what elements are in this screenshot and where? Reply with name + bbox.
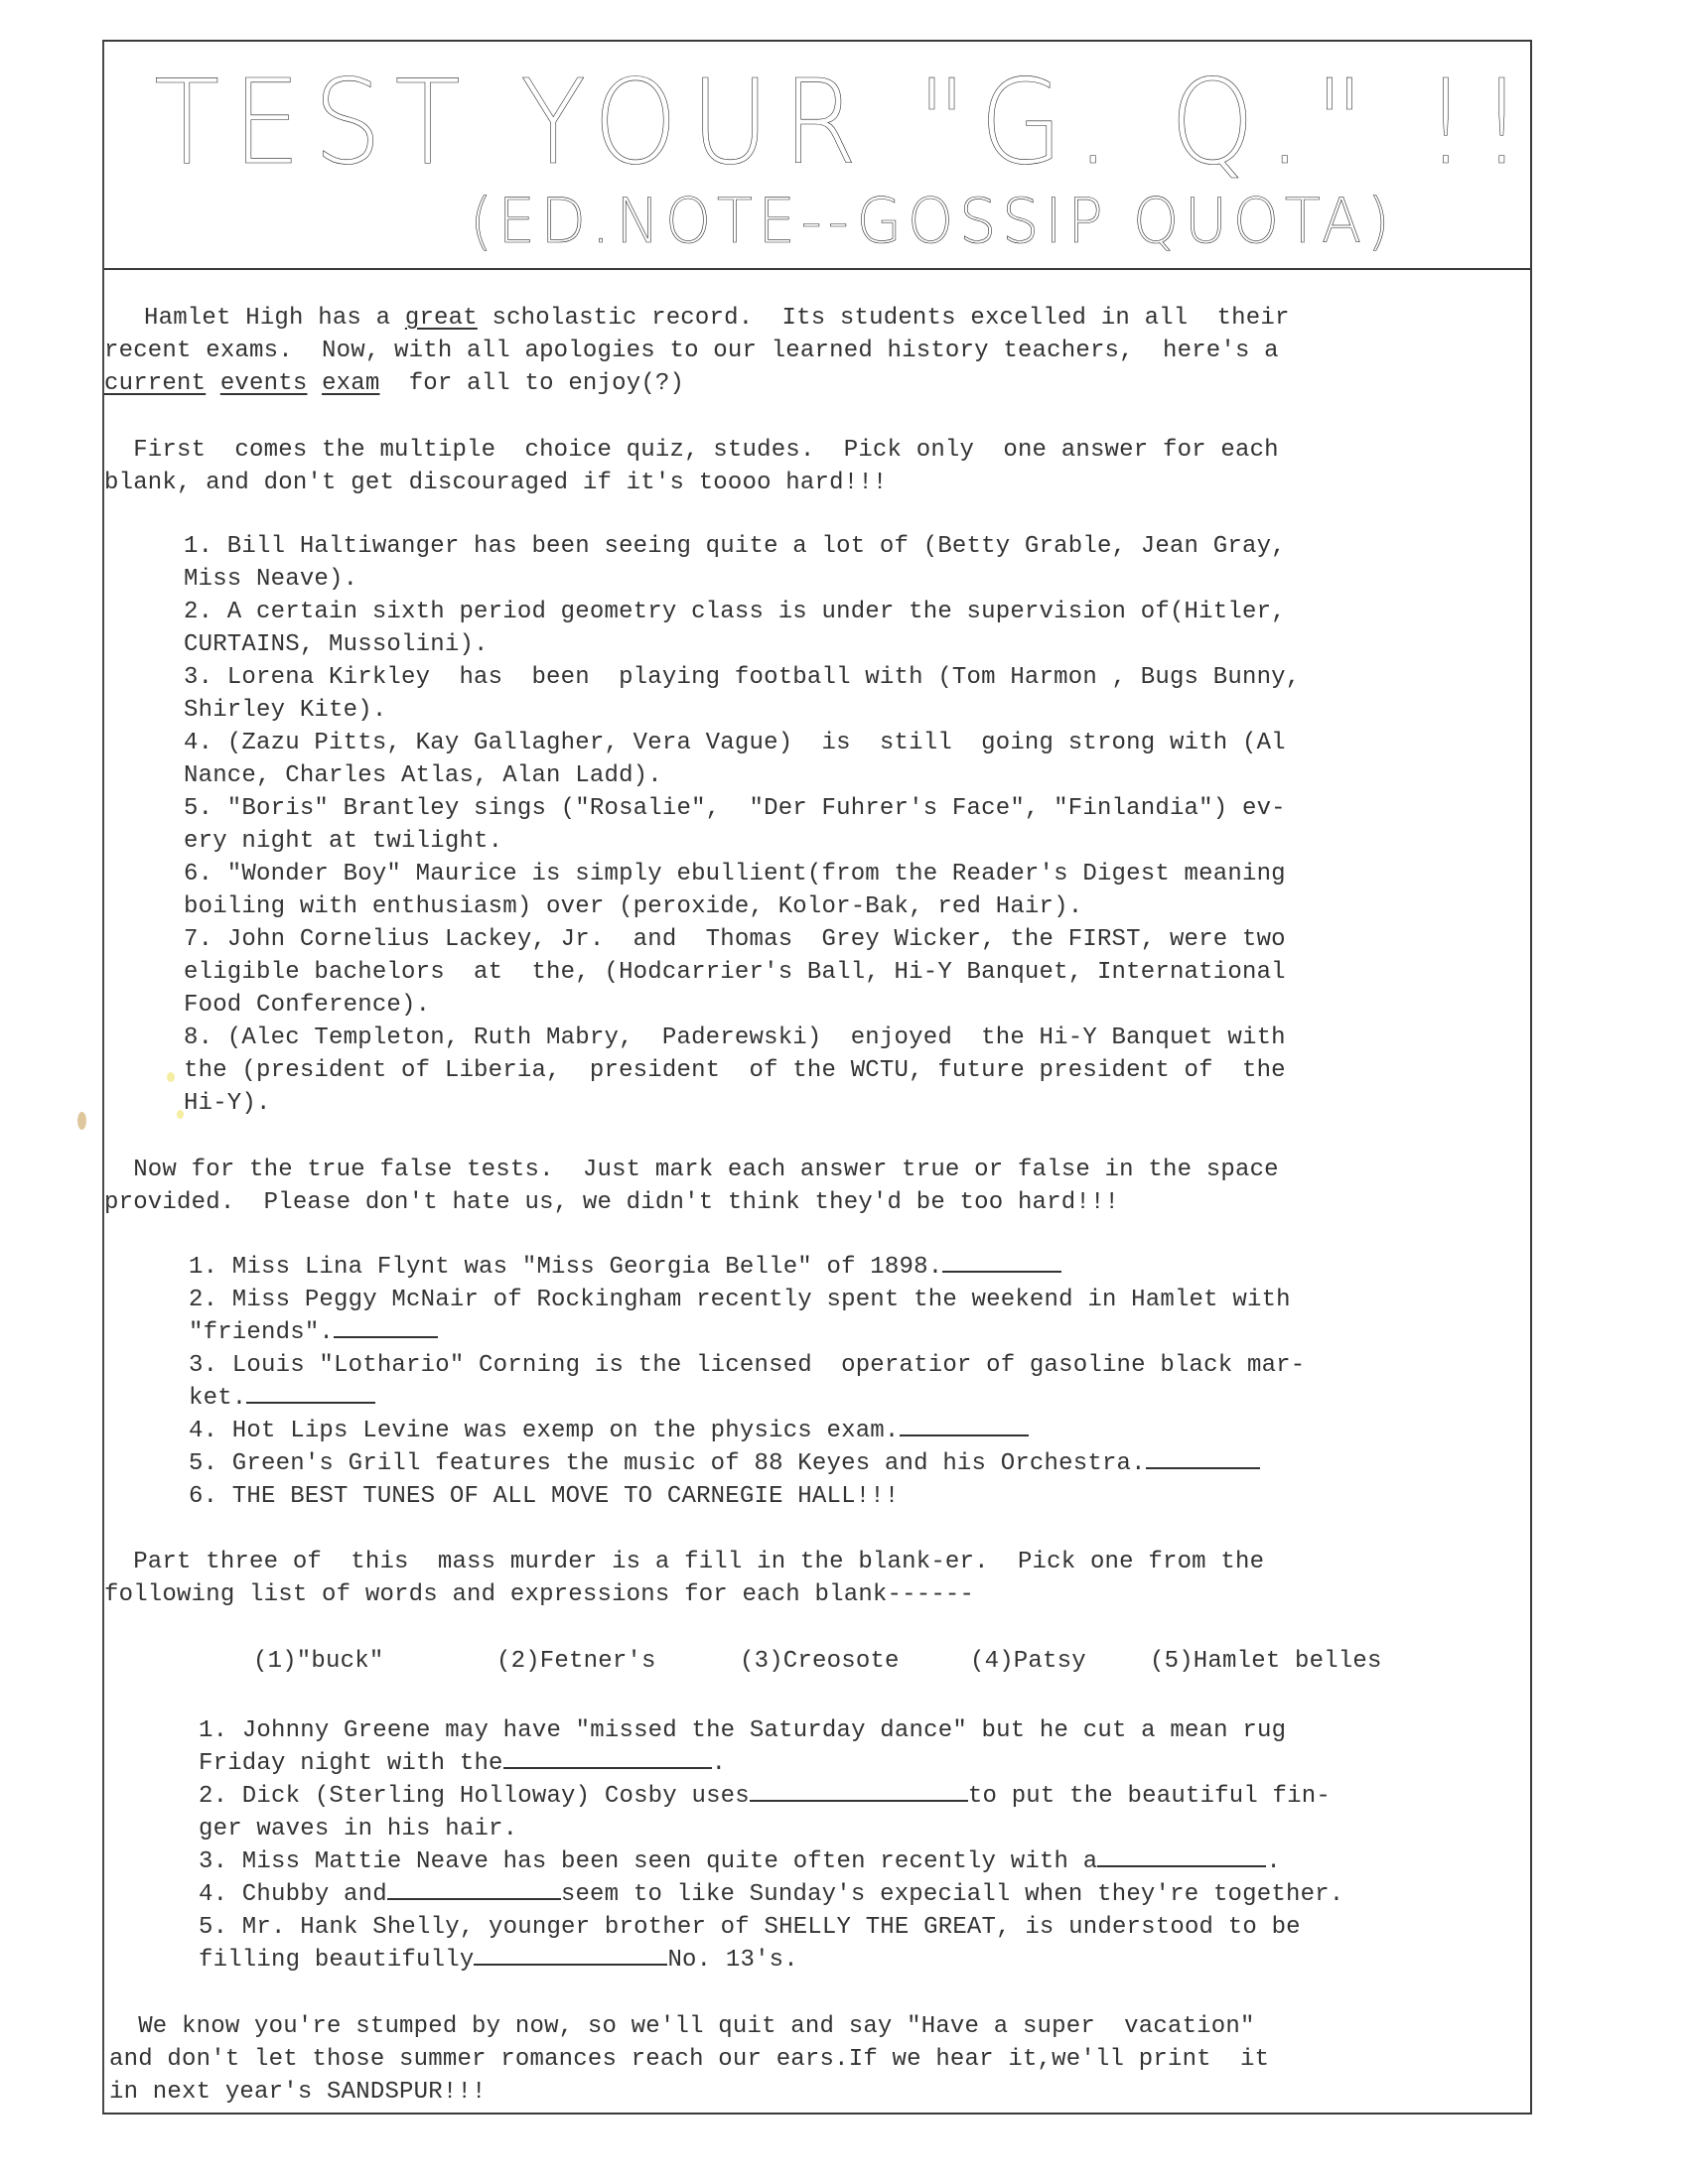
intro-text: Hamlet High has a	[144, 305, 405, 332]
closing-line-3: in next year's SANDSPUR!!!	[109, 2079, 487, 2106]
intro-text: for all to enjoy(?)	[379, 370, 685, 397]
mc-item-6-line-1: 6. "Wonder Boy" Maurice is simply ebullient(from the Reader's Digest meaning	[184, 861, 1286, 887]
underlined-word: great	[404, 305, 478, 332]
mc-item-4-line-1: 4. (Zazu Pitts, Kay Gallagher, Vera Vague) is still going strong with (Al	[184, 730, 1286, 756]
fib-item-2-line-2: ger waves in his hair.	[199, 1816, 518, 1843]
fib-item-5-line-1: 5. Mr. Hank Shelly, younger brother of SHELLY THE GREAT, is understood to be	[199, 1914, 1301, 1941]
choice-4: (4)Patsy	[970, 1648, 1086, 1675]
tf-item-4	[189, 1415, 1029, 1447]
mc-item-2-line-2: CURTAINS, Mussolini).	[184, 631, 489, 658]
tf-item-1	[189, 1251, 1061, 1284]
tf-item-text: "friends".	[189, 1319, 335, 1346]
mc-item-7-line-2: eligible bachelors at the, (Hodcarrier's Ball, Hi-Y Banquet, International	[184, 959, 1286, 986]
fib-item-2-line-1	[199, 1780, 1331, 1813]
underlined-word: exam	[322, 370, 380, 397]
fib-item-3	[199, 1845, 1281, 1878]
choice-2: (2)Fetner's	[496, 1648, 656, 1675]
fib-item-text: .	[711, 1750, 727, 1777]
closing-line-1: We know you're stumped by now, so we'll quit and say "Have a super vacation"	[109, 2013, 1255, 2040]
intro-text: scholastic record. Its students excelled in all their	[477, 305, 1290, 332]
tf-item-6: 6. THE BEST TUNES OF ALL MOVE TO CARNEGIE HALL!!!	[189, 1483, 900, 1510]
page-title: TEST YOUR "G. Q." !!	[154, 54, 1536, 191]
fib-item-text: 4. Chubby and	[199, 1881, 387, 1908]
tf-item-3-line-1: 3. Louis "Lothario" Corning is the licensed operatior of gasoline black mar-	[189, 1352, 1306, 1379]
mc-item-3-line-1: 3. Lorena Kirkley has been playing football with (Tom Harmon , Bugs Bunny,	[184, 664, 1301, 691]
mc-item-6-line-2: boiling with enthusiasm) over (peroxide, Kolor-Bak, red Hair).	[184, 893, 1083, 920]
mc-item-5-line-1: 5. "Boris" Brantley sings ("Rosalie", "Der Fuhrer's Face", "Finlandia") ev-	[184, 795, 1286, 822]
mc-item-4-line-2: Nance, Charles Atlas, Alan Ladd).	[184, 762, 662, 789]
mc-intro-line-1: First comes the multiple choice quiz, studes. Pick only one answer for each	[104, 437, 1279, 464]
mc-item-2-line-1: 2. A certain sixth period geometry class is under the supervision of(Hitler,	[184, 599, 1286, 625]
answer-blank[interactable]	[942, 1270, 1061, 1273]
tf-item-3-line-2	[189, 1382, 375, 1415]
choice-3: (3)Creosote	[740, 1648, 900, 1675]
answer-blank[interactable]	[1146, 1466, 1260, 1469]
mc-item-1-line-2: Miss Neave).	[184, 566, 358, 593]
mc-item-3-line-2: Shirley Kite).	[184, 697, 387, 724]
closing-line-2: and don't let those summer romances reach our ears.If we hear it,we'll print it	[109, 2046, 1270, 2073]
document-page	[102, 40, 1536, 2115]
fib-item-4	[199, 1878, 1343, 1911]
paper-stain	[177, 1110, 184, 1119]
mc-item-5-line-2: ery night at twilight.	[184, 828, 503, 855]
fib-item-text: No. 13's.	[667, 1947, 798, 1974]
fib-intro-line-1: Part three of this mass murder is a fill in the blank-er. Pick one from the	[104, 1549, 1265, 1575]
tf-item-5	[189, 1447, 1260, 1480]
tf-item-text: ket.	[189, 1385, 247, 1412]
answer-blank[interactable]	[474, 1963, 667, 1966]
answer-blank[interactable]	[900, 1433, 1029, 1436]
choice-5: (5)Hamlet belles	[1150, 1648, 1382, 1675]
mc-item-8-line-3: Hi-Y).	[184, 1090, 271, 1117]
fib-item-text: to put the beautiful fin-	[967, 1783, 1331, 1810]
underlined-word: events	[219, 370, 308, 397]
tf-item-2-line-1: 2. Miss Peggy McNair of Rockingham recently spent the weekend in Hamlet with	[189, 1287, 1291, 1313]
answer-blank[interactable]	[503, 1766, 712, 1769]
fib-item-text: Friday night with the	[199, 1750, 503, 1777]
paper-stain	[77, 1112, 86, 1130]
tf-item-text: 1. Miss Lina Flynt was "Miss Georgia Belle" of 1898.	[189, 1254, 943, 1281]
fib-item-text: seem to like Sunday's expeciall when they're together.	[560, 1881, 1344, 1908]
fib-item-text: 2. Dick (Sterling Holloway) Cosby uses	[199, 1783, 750, 1810]
mc-item-8-line-2: the (president of Liberia, president of the WCTU, future president of the	[184, 1057, 1286, 1084]
tf-intro-line-2: provided. Please don't hate us, we didn't think they'd be too hard!!!	[104, 1189, 1120, 1216]
intro-line-1	[144, 302, 1290, 335]
title-band	[104, 42, 1536, 270]
answer-blank[interactable]	[334, 1335, 438, 1338]
page-subtitle: (ED.NOTE--GOSSIP QUOTA)	[470, 185, 1396, 257]
underlined-word: current	[104, 370, 207, 397]
mc-item-8-line-1: 8. (Alec Templeton, Ruth Mabry, Paderewski) enjoyed the Hi-Y Banquet with	[184, 1024, 1286, 1051]
fib-item-text: .	[1266, 1848, 1281, 1875]
fib-item-text: 3. Miss Mattie Neave has been seen quite often recently with a	[199, 1848, 1098, 1875]
fib-item-1-line-2	[199, 1747, 726, 1780]
mc-item-7-line-3: Food Conference).	[184, 992, 431, 1019]
tf-item-text: 5. Green's Grill features the music of 88 Keyes and his Orchestra.	[189, 1450, 1146, 1477]
choice-1: (1)"buck"	[253, 1648, 384, 1675]
mc-item-1-line-1: 1. Bill Haltiwanger has been seeing quite a lot of (Betty Grable, Jean Gray,	[184, 533, 1286, 560]
answer-blank[interactable]	[1097, 1864, 1266, 1867]
fib-item-1-line-1: 1. Johnny Greene may have "missed the Saturday dance" but he cut a mean rug	[199, 1717, 1287, 1744]
tf-item-text: 4. Hot Lips Levine was exemp on the physics exam.	[189, 1418, 900, 1444]
tf-intro-line-1: Now for the true false tests. Just mark each answer true or false in the space	[104, 1157, 1279, 1183]
answer-blank[interactable]	[387, 1897, 561, 1900]
mc-item-7-line-1: 7. John Cornelius Lackey, Jr. and Thomas Grey Wicker, the FIRST, were two	[184, 926, 1286, 953]
tf-item-2-line-2	[189, 1316, 438, 1349]
fib-intro-line-2: following list of words and expressions for each blank------	[104, 1581, 975, 1608]
intro-line-3	[104, 367, 684, 400]
fib-item-text: filling beautifully	[199, 1947, 475, 1974]
fib-item-5-line-2	[199, 1944, 798, 1977]
paper-stain	[167, 1072, 175, 1082]
answer-blank[interactable]	[750, 1799, 968, 1802]
mc-intro-line-2: blank, and don't get discouraged if it's toooo hard!!!	[104, 470, 888, 496]
intro-line-2: recent exams. Now, with all apologies to our learned history teachers, here's a	[104, 338, 1279, 364]
answer-blank[interactable]	[246, 1401, 375, 1404]
